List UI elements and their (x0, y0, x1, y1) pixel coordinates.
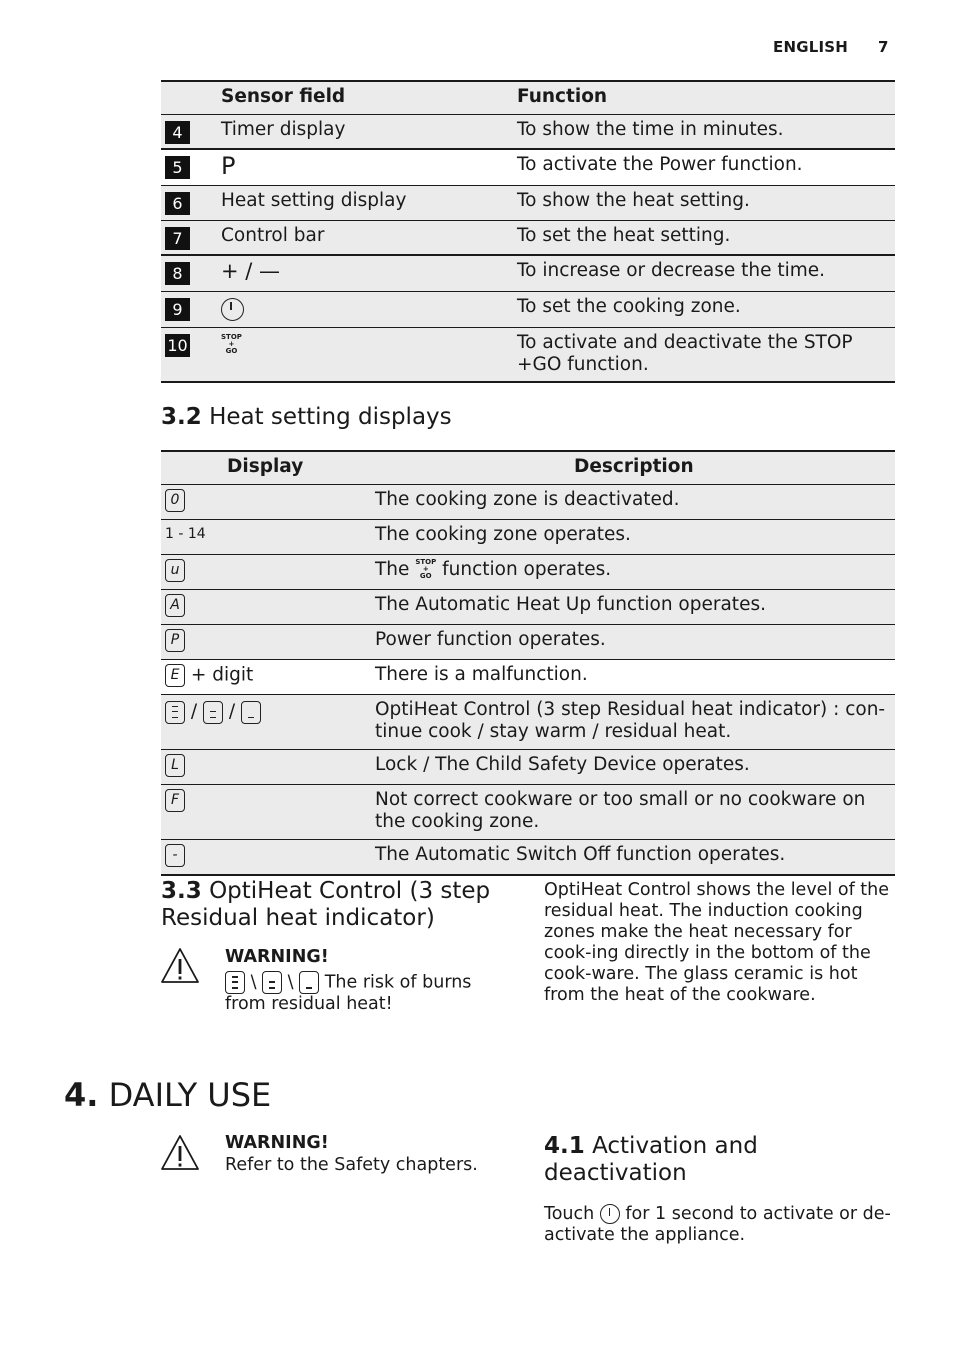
chapter-number: 4. (64, 1076, 99, 1114)
warning-text: Refer to the Safety chapters. (225, 1155, 478, 1175)
display-p-icon: P (165, 629, 185, 652)
display-u-icon: u (165, 559, 185, 582)
zone-select-icon (221, 298, 244, 321)
heat-setting-table (161, 450, 895, 876)
description-text: Lock / The Child Safety Device operates. (371, 749, 895, 784)
table-row (161, 659, 895, 694)
column-header-display: Display (161, 451, 371, 484)
section-number: 4.1 (544, 1133, 585, 1159)
description-text: The cooking zone is deactivated. (371, 484, 895, 519)
description-text: The Automatic Switch Off function operates. (371, 839, 895, 875)
column-header-sensor: Sensor field (221, 81, 517, 114)
function-text: To increase or decrease the time. (517, 255, 895, 291)
sensor-name: Control bar (221, 220, 517, 255)
table-row (161, 149, 895, 185)
function-text: To set the cooking zone. (517, 291, 895, 327)
residual-heat-high-icon (225, 971, 245, 994)
table-row (161, 589, 895, 624)
text-after-icon: for 1 second to activate or de-activate the appliance. (544, 1204, 891, 1245)
table-row (161, 784, 895, 839)
stop-go-mid: + (228, 340, 235, 348)
table-row (161, 519, 895, 554)
section-number: 3.3 (161, 878, 202, 904)
table-row (161, 255, 895, 291)
stop-go-icon (415, 559, 436, 580)
table-row (161, 694, 895, 749)
item-number: 4 (165, 121, 190, 144)
column-header-function: Function (517, 81, 895, 114)
section-4-1-title (544, 1133, 874, 1187)
item-number: 7 (165, 227, 190, 250)
on-off-icon (600, 1204, 620, 1224)
section-title-text: OptiHeat Control (3 step Residual heat indicator) (161, 878, 491, 931)
description-text: Not correct cookware or too small or no cookware on the cooking zone. (371, 784, 895, 839)
section-3-3-body: OptiHeat Control shows the level of the residual heat. The induction cooking zones make the heat necessary for cook-ing directly in the bottom of the cook-ware. The glass ceramic is hot from the heat of the cookware. (544, 880, 890, 1005)
chapter-4-title (64, 1076, 271, 1114)
residual-heat-low-icon (299, 971, 319, 994)
table-row (161, 114, 895, 149)
item-number: 6 (165, 192, 190, 215)
section-title-text: Heat setting displays (209, 404, 452, 430)
item-number: 8 (165, 262, 190, 285)
stop-go-icon (221, 334, 242, 355)
display-suffix: + digit (190, 664, 254, 685)
table-row (161, 220, 895, 255)
warning-label: WARNING! (225, 947, 329, 967)
residual-heat-mid-icon (203, 701, 223, 724)
table-row (161, 624, 895, 659)
display-f-icon: F (165, 789, 185, 812)
table-row (161, 749, 895, 784)
warning-body: \ \ The risk of burns from residual heat! (225, 972, 472, 1014)
display-l-icon: L (165, 754, 185, 777)
item-number: 5 (165, 156, 190, 179)
display-zero-icon: 0 (165, 489, 185, 512)
function-text: To set the heat setting. (517, 220, 895, 255)
header-language: ENGLISH (773, 38, 849, 56)
page-number: 7 (878, 38, 889, 56)
table-row (161, 839, 895, 875)
description-text: There is a malfunction. (371, 659, 895, 694)
description-text: The Automatic Heat Up function operates. (371, 589, 895, 624)
residual-heat-low-icon (241, 701, 261, 724)
function-text: To activate the Power function. (517, 149, 895, 185)
table-header-row (161, 81, 895, 114)
residual-heat-level-icons: / / (165, 701, 261, 722)
chapter-title-text: DAILY USE (108, 1076, 272, 1114)
description-pre: The (375, 558, 410, 580)
display-e-icon: E (165, 664, 185, 687)
sensor-field-table (161, 80, 895, 383)
power-p-icon: P (221, 152, 236, 180)
section-4-1-body (544, 1204, 894, 1246)
sensor-name: Heat setting display (221, 185, 517, 220)
warning-label: WARNING! (225, 1133, 329, 1153)
display-a-icon: A (165, 594, 185, 617)
table-row (161, 484, 895, 519)
function-text: To show the heat setting. (517, 185, 895, 220)
table-row (161, 554, 895, 589)
function-text: To activate and deactivate the STOP +GO function. (517, 327, 895, 382)
item-number: 10 (165, 334, 190, 357)
sensor-name: Timer display (221, 114, 517, 149)
description-text: OptiHeat Control (3 step Residual heat indicator) : con-tinue cook / stay warm / residual heat. (371, 694, 895, 749)
stop-go-top: STOP (221, 333, 242, 341)
text-before-icon: Touch (544, 1204, 595, 1224)
section-title-text: Activation and deactivation (544, 1133, 758, 1186)
warning-triangle-icon (159, 1133, 201, 1173)
description-post: function operates. (442, 558, 612, 580)
table-row (161, 327, 895, 382)
column-header-description: Description (371, 451, 895, 484)
stop-go-bottom: GO (419, 572, 432, 580)
residual-heat-mid-icon (262, 971, 282, 994)
section-number: 3.2 (161, 404, 202, 430)
section-3-3-title (161, 878, 521, 932)
stop-go-bottom: GO (225, 347, 238, 355)
description-text: Power function operates. (371, 624, 895, 659)
warning-triangle-icon (159, 946, 201, 986)
stop-go-mid: + (422, 565, 429, 573)
residual-heat-high-icon (165, 701, 185, 724)
warning-text: The risk of burns from residual heat! (225, 972, 472, 1014)
stop-go-top: STOP (415, 558, 437, 566)
table-row (161, 291, 895, 327)
function-text: To show the time in minutes. (517, 114, 895, 149)
table-row (161, 185, 895, 220)
display-dash-icon: - (165, 844, 185, 867)
display-range-icon: 1 - 14 (165, 525, 206, 542)
section-3-2-title (161, 404, 452, 430)
description-text: The cooking zone operates. (371, 519, 895, 554)
plus-minus-icon: + / — (221, 259, 281, 283)
table-header-row (161, 451, 895, 484)
item-number: 9 (165, 298, 190, 321)
